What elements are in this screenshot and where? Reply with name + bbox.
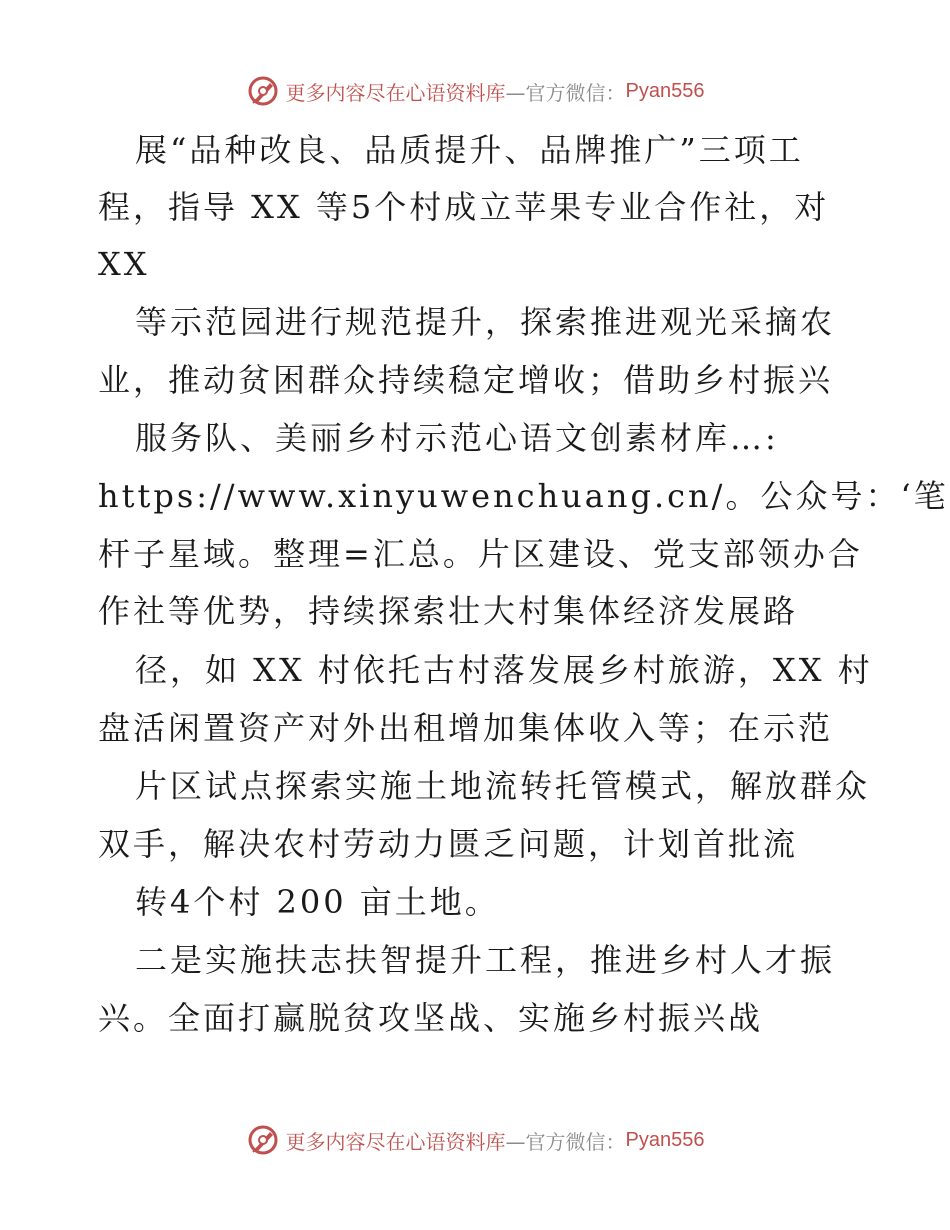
text-line: 等示范园进行规范提升，探索推进观光采摘农 (135, 303, 836, 341)
text-line: 二是实施扶志扶智提升工程，推进乡村人才振 (135, 941, 836, 979)
text-line: 作社等优势，持续探索壮大村集体经济发展路 (98, 592, 799, 630)
text-line: 盘活闲置资产对外出租增加集体收入等；在示范 (98, 709, 834, 747)
text-line: https://www.xinyuwenchuang.cn/。公众号：‘笔 (98, 477, 949, 515)
text-line: 双手，解决农村劳动力匮乏问题，计划首批流 (98, 825, 799, 863)
quill-logo-icon (246, 74, 280, 108)
text-line: XX (98, 245, 150, 283)
watermark-text: 更多内容尽在心语资料库 (285, 1129, 506, 1154)
text-line: 程，指导 XX 等5个村成立苹果专业合作社，对 (98, 188, 830, 226)
text-line: 杆子星域。整理=汇总。片区建设、党支部领办合 (98, 535, 863, 573)
quill-logo-icon (246, 1123, 280, 1157)
watermark-separator: —官方微信： (505, 80, 626, 105)
text-line: 转4个村 200 亩土地。 (135, 883, 500, 921)
text-line: 业，推动贫困群众持续稳定增收；借助乡村振兴 (98, 361, 834, 399)
watermark-separator: —官方微信： (505, 1129, 626, 1154)
footer-watermark (0, 1120, 950, 1160)
header-watermark (0, 71, 950, 111)
watermark-text: 更多内容尽在心语资料库 (285, 80, 506, 105)
text-line: 片区试点探索实施土地流转托管模式，解放群众 (135, 767, 871, 805)
text-line: 兴。全面打赢脱贫攻坚战、实施乡村振兴战 (98, 999, 764, 1037)
text-line: 服务队、美丽乡村示范心语文创素材库…: (135, 419, 779, 457)
watermark-wechat-id: Pyan556 (625, 79, 705, 102)
text-line: 展“品种改良、品质提升、品牌推广”三项工 (135, 131, 804, 169)
text-line: 径，如 XX 村依托古村落发展乡村旅游，XX 村 (135, 651, 873, 689)
watermark-wechat-id: Pyan556 (625, 1128, 705, 1151)
